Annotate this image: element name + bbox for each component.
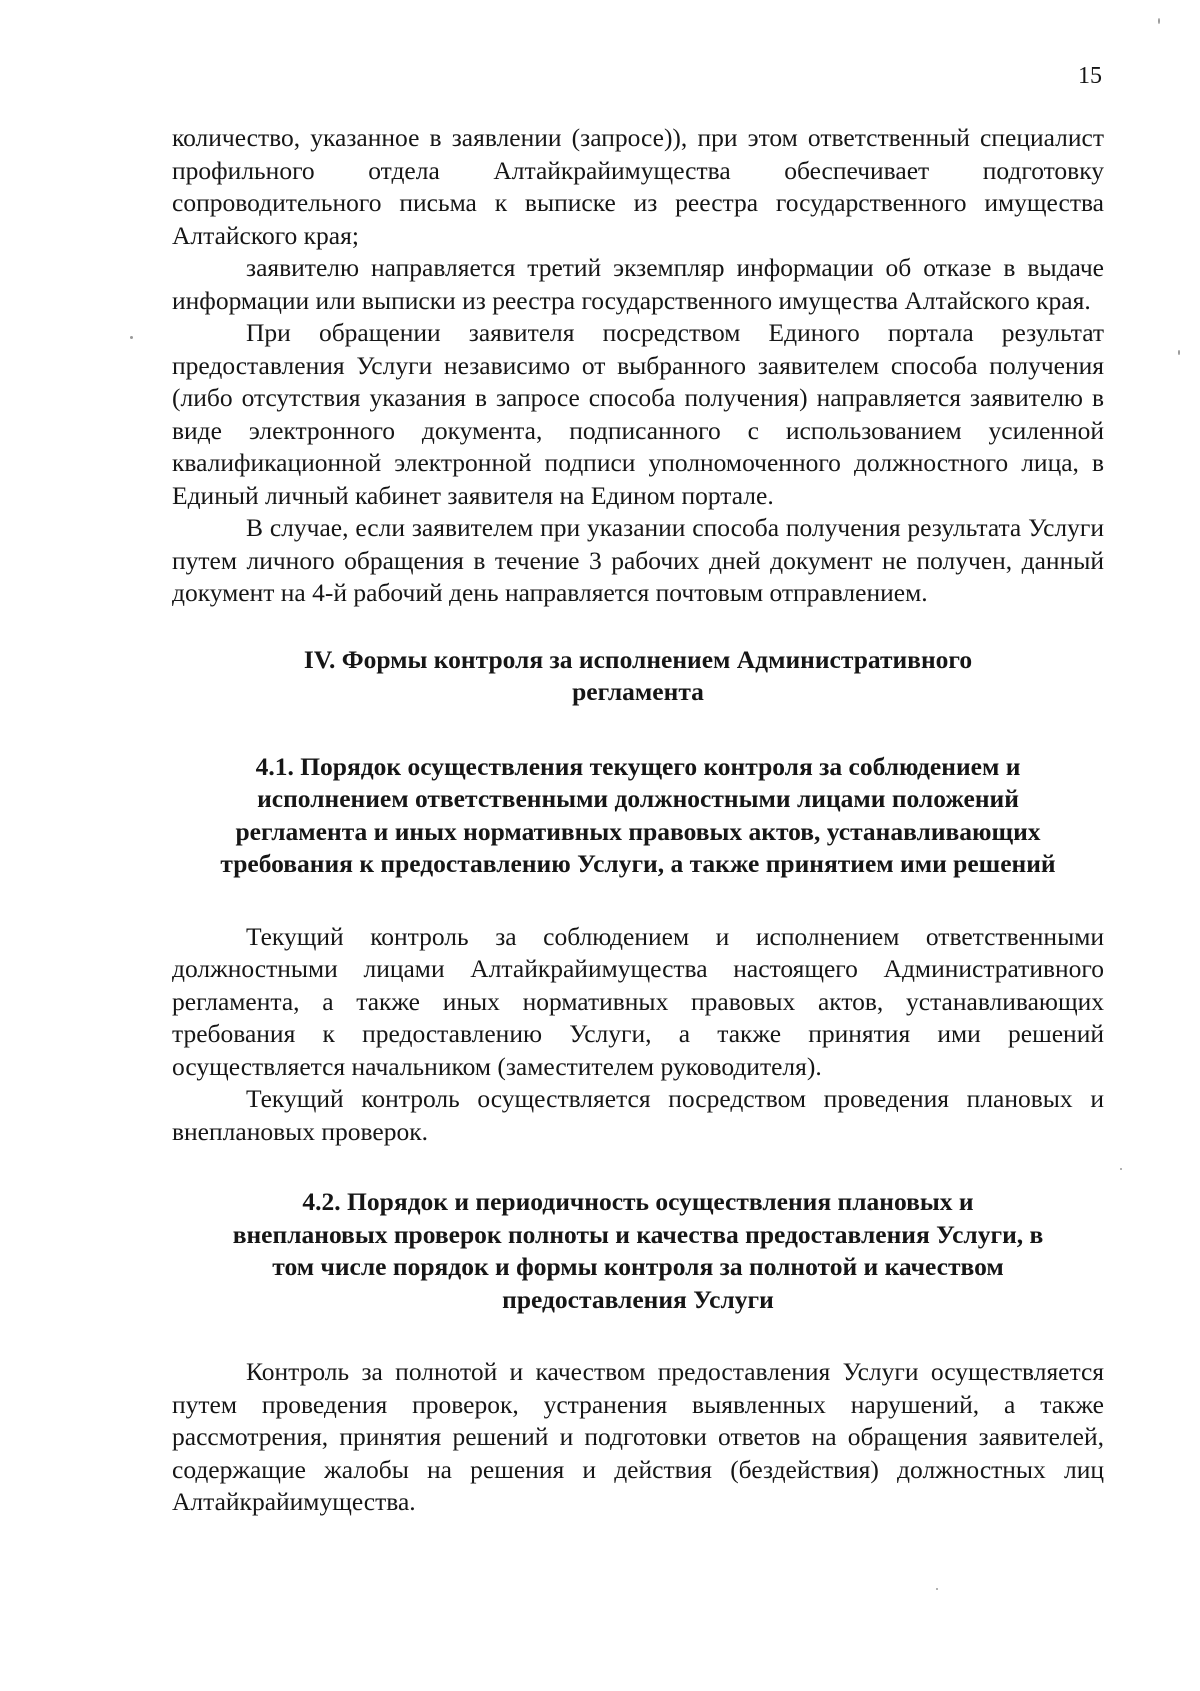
heading-line: внеплановых проверок полноты и качества предоставления Услуги, в <box>232 1219 1044 1249</box>
paragraph: При обращении заявителя посредством Единого портала результат предоставления Услуги независимо от выбранного заявителем способа получения (либо отсутствия указания в запросе способа получения) направляется заявителю в виде электронного документа, подписанного с использованием усиленной квалификационной электронной подписи уполномоченного должностного лица, в Единый личный кабинет заявителя на Едином портале. <box>172 318 1104 510</box>
subsection-heading <box>172 751 1104 881</box>
heading-line: исполнением ответственными должностными лицами положений <box>257 784 1019 813</box>
paragraph: заявителю направляется третий экземпляр информации об отказе в выдаче информации или выписки из реестра государственного имущества Алтайского края. <box>172 253 1104 315</box>
paragraph: Текущий контроль осуществляется посредством проведения плановых и внеплановых проверок. <box>172 1084 1104 1146</box>
heading-line: IV. Формы контроля за исполнением Административного <box>303 644 973 674</box>
heading-line: 4.1. Порядок осуществления текущего контроля за соблюдением и <box>255 751 1021 781</box>
paragraph: Контроль за полнотой и качеством предоставления Услуги осуществляется путем проведения проверок, устранения выявленных нарушений, а также рассмотрения, принятия решений и подготовки ответов на обращения заявителей, содержащие жалобы на решения и действия (бездействия) должностных лиц Алтайкрайимущества. <box>172 1357 1104 1516</box>
scan-speck <box>1158 18 1160 24</box>
document-body <box>172 122 1104 1519</box>
scan-speck <box>936 1588 938 1590</box>
heading-line: 4.2. Порядок и периодичность осуществления плановых и <box>302 1187 974 1216</box>
page-number: 15 <box>1078 63 1102 89</box>
heading-line: том числе порядок и формы контроля за полнотой и качеством <box>272 1252 1004 1281</box>
section-heading <box>172 644 1104 709</box>
heading-line: регламента и иных нормативных правовых актов, устанавливающих <box>235 816 1041 846</box>
scan-speck <box>130 336 133 339</box>
scan-speck <box>1178 350 1180 355</box>
heading-line: регламента <box>572 677 704 706</box>
scan-speck <box>1120 1168 1122 1170</box>
heading-line: требования к предоставлению Услуги, а также принятием ими решений <box>220 849 1056 878</box>
heading-line: предоставления Услуги <box>502 1284 774 1314</box>
paragraph: В случае, если заявителем при указании способа получения результата Услуги путем личного обращения в течение 3 рабочих дней документ не получен, данный документ на 4-й рабочий день направляется почтовым отправлением. <box>172 513 1104 607</box>
paragraph: Текущий контроль за соблюдением и исполнением ответственными должностными лицами Алтайкрайимущества настоящего Административного регламента, а также иных нормативных правовых актов, устанавливающих требования к предоставлению Услуги, а также принятия ими решений осуществляется начальником (заместителем руководителя). <box>172 921 1104 1081</box>
subsection-heading <box>172 1186 1104 1316</box>
paragraph: количество, указанное в заявлении (запросе)), при этом ответственный специалист профильного отдела Алтайкрайимущества обеспечивает подготовку сопроводительного письма к выписке из реестра государственного имущества Алтайского края; <box>172 123 1104 250</box>
